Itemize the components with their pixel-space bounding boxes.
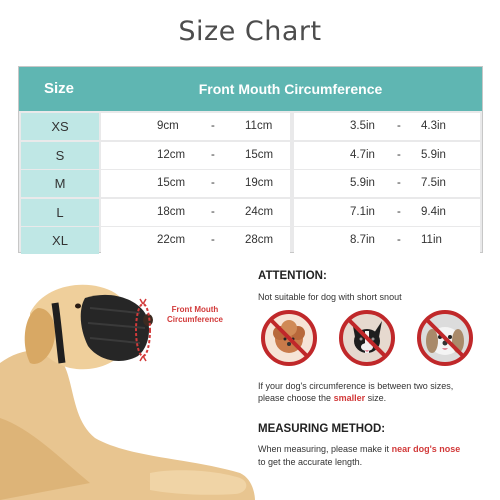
in-high: 4.3in bbox=[421, 120, 446, 132]
prohibited-breeds bbox=[258, 309, 478, 369]
table-row bbox=[19, 170, 482, 197]
dash: - bbox=[211, 148, 215, 161]
page-title: Size Chart bbox=[178, 16, 322, 47]
size-label: XL bbox=[21, 227, 99, 254]
cm-high: 11cm bbox=[245, 120, 273, 132]
in-cell bbox=[294, 142, 480, 169]
dash: - bbox=[211, 234, 215, 246]
in-low: 3.5in bbox=[350, 120, 375, 132]
table-row bbox=[19, 142, 482, 169]
size-label: S bbox=[21, 142, 99, 169]
header-size: Size bbox=[43, 80, 74, 97]
in-high: 5.9in bbox=[421, 148, 446, 161]
size-label: M bbox=[21, 170, 99, 197]
measuring-title: MEASURING METHOD: bbox=[258, 423, 386, 435]
size-note-pre: please choose the bbox=[258, 393, 334, 403]
measuring-highlight: near dog's nose bbox=[391, 444, 461, 454]
cm-low: 22cm bbox=[157, 234, 186, 246]
attention-text: Not suitable for dog with short snout bbox=[258, 292, 402, 302]
measuring-line-2: to get the accurate length. bbox=[258, 457, 363, 467]
dash: - bbox=[211, 177, 215, 189]
dash: - bbox=[397, 148, 401, 161]
dash: - bbox=[397, 120, 401, 132]
cm-high: 24cm bbox=[245, 205, 274, 218]
in-cell bbox=[294, 199, 480, 226]
shih-tzu-no-icon bbox=[416, 309, 474, 367]
cm-cell bbox=[101, 170, 290, 197]
cm-low: 12cm bbox=[157, 148, 186, 161]
poodle-no-icon bbox=[260, 309, 318, 367]
in-cell bbox=[294, 113, 480, 140]
cm-low: 18cm bbox=[157, 205, 186, 218]
callout-line-1: Front Mouth bbox=[171, 305, 219, 314]
cm-high: 19cm bbox=[245, 177, 274, 189]
dash: - bbox=[397, 177, 401, 189]
cm-cell bbox=[101, 142, 290, 169]
dash: - bbox=[397, 205, 401, 218]
header-front-mouth-circumference: Front Mouth Circumference bbox=[198, 81, 383, 97]
dash: - bbox=[211, 205, 215, 218]
dog-with-muzzle-image bbox=[0, 268, 255, 500]
in-low: 7.1in bbox=[350, 205, 375, 218]
table-row bbox=[19, 227, 482, 254]
in-cell bbox=[294, 170, 480, 197]
size-note-highlight: smaller bbox=[333, 393, 366, 403]
in-low: 4.7in bbox=[350, 148, 375, 161]
callout-line-2: Circumference bbox=[166, 315, 224, 324]
measuring-line-1 bbox=[258, 444, 460, 454]
size-note-line-1: If your dog's circumference is between two sizes, bbox=[258, 381, 454, 391]
size-label: XS bbox=[21, 113, 99, 140]
measuring-pre: When measuring, please make it bbox=[258, 444, 392, 454]
french-bulldog-no-icon bbox=[338, 309, 396, 367]
in-high: 7.5in bbox=[421, 177, 446, 189]
in-high: 9.4in bbox=[421, 205, 446, 218]
cm-high: 15cm bbox=[245, 148, 274, 161]
cm-low: 9cm bbox=[157, 120, 179, 132]
size-note-line-2 bbox=[258, 393, 386, 403]
size-label: L bbox=[21, 199, 99, 226]
front-mouth-callout bbox=[160, 305, 230, 325]
in-high: 11in bbox=[421, 234, 442, 246]
cm-high: 28cm bbox=[245, 234, 274, 246]
table-row bbox=[19, 113, 482, 140]
table-header bbox=[19, 67, 482, 111]
cm-cell bbox=[101, 113, 290, 140]
size-table bbox=[18, 66, 483, 253]
cm-low: 15cm bbox=[157, 177, 186, 189]
dash: - bbox=[397, 234, 401, 246]
in-cell bbox=[294, 227, 480, 254]
cm-cell bbox=[101, 227, 290, 254]
dash: - bbox=[211, 120, 215, 132]
table-row bbox=[19, 199, 482, 226]
in-low: 8.7in bbox=[350, 234, 375, 246]
cm-cell bbox=[101, 199, 290, 226]
attention-title: ATTENTION: bbox=[258, 270, 327, 282]
table-body bbox=[19, 113, 482, 256]
in-low: 5.9in bbox=[350, 177, 375, 189]
size-note-post: size. bbox=[365, 393, 387, 403]
